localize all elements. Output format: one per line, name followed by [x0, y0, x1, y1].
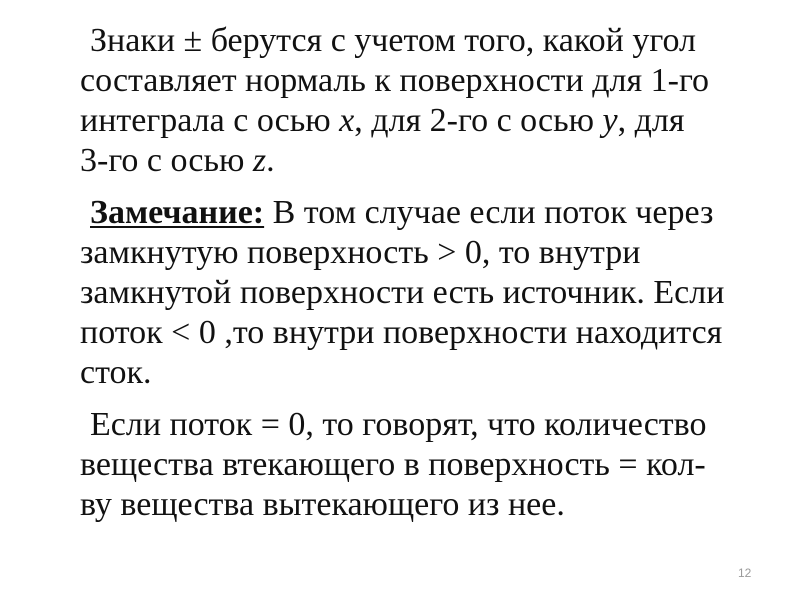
paragraph-2-line-1: [80, 193, 770, 233]
text-fragment: интеграла с осью: [80, 102, 340, 139]
text-fragment: 3-го с осью: [80, 142, 253, 179]
paragraph-2-line-3: замкнутой поверхности есть источник. Если: [80, 274, 725, 311]
page-number: 12: [738, 566, 752, 580]
variable-z: z: [252, 142, 267, 179]
paragraph-3-line-1: Если поток = 0, то говорят, что количество: [90, 406, 707, 443]
remark-label: Замечание:: [90, 194, 265, 231]
paragraph-3-line-2: вещества втекающего в поверхность = кол-: [80, 446, 706, 483]
text-fragment: .: [266, 142, 275, 179]
paragraph-2-line-4: поток < 0 ,то внутри поверхности находится: [80, 314, 723, 351]
paragraph-1-line-1: Знаки ± берутся с учетом того, какой угол: [90, 22, 696, 59]
paragraph-1-line-3: [80, 101, 770, 141]
text-fragment: , для: [617, 102, 685, 139]
variable-x: x: [339, 102, 355, 139]
paragraph-3-line-3: ву вещества вытекающего из нее.: [80, 486, 565, 523]
paragraph-2-line-2: замкнутую поверхность > 0, то внутри: [80, 234, 641, 271]
variable-y: y: [602, 102, 618, 139]
text-fragment: , для 2-го с осью: [354, 102, 603, 139]
slide-text: [80, 21, 770, 525]
paragraph-2-line-5: сток.: [80, 354, 152, 391]
paragraph-spacer: [80, 181, 770, 193]
paragraph-spacer: [80, 393, 770, 405]
text-fragment: В том случае если поток через: [264, 194, 714, 231]
paragraph-1-line-4: [80, 141, 770, 181]
paragraph-1-line-2: составляет нормаль к поверхности для 1-го: [80, 62, 710, 99]
